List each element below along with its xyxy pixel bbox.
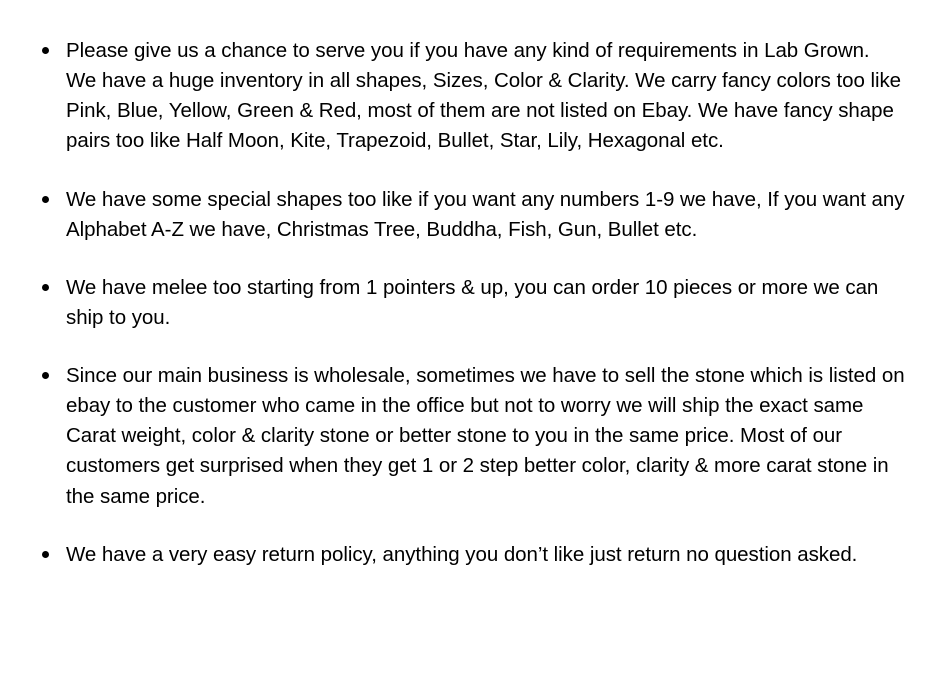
list-item-text: We have melee too starting from 1 pointers & up, you can order 10 pieces or more we can ship to you. [66,275,879,329]
bullet-dot-icon [42,196,49,203]
policy-bullet-list [40,36,905,570]
list-item-text: We have some special shapes too like if you want any numbers 1-9 we have, If you want any Alphabet A-Z we have, Christmas Tree, Buddha, Fish, Gun, Bullet etc. [66,187,905,241]
bullet-dot-icon [42,551,49,558]
list-item [40,185,905,245]
list-item [40,361,905,512]
bullet-dot-icon [42,372,49,379]
list-item-text: Please give us a chance to serve you if you have any kind of requirements in Lab Grown. We have a huge inventory in all shapes, Sizes, Color & Clarity. We carry fancy colors too like Pink, Blue, Yellow, Green & Red, most of them are not listed on Ebay. We have fancy shape pairs too like Half Moon, Kite, Trapezoid, Bullet, Star, Lily, Hexagonal etc. [66,39,902,153]
list-item [40,273,905,333]
list-item [40,36,905,157]
bullet-dot-icon [42,284,49,291]
list-item-text: Since our main business is wholesale, sometimes we have to sell the stone which is listed on ebay to the customer who came in the office but not to worry we will ship the exact same Carat weight, color & clarity stone or better stone to you in the same price. Most of our customers get surprised when they get 1 or 2 step better color, clarity & more carat stone in the same price. [66,364,905,508]
list-item [40,540,905,570]
bullet-dot-icon [42,47,49,54]
list-item-text: We have a very easy return policy, anything you don’t like just return no question asked. [66,542,858,566]
